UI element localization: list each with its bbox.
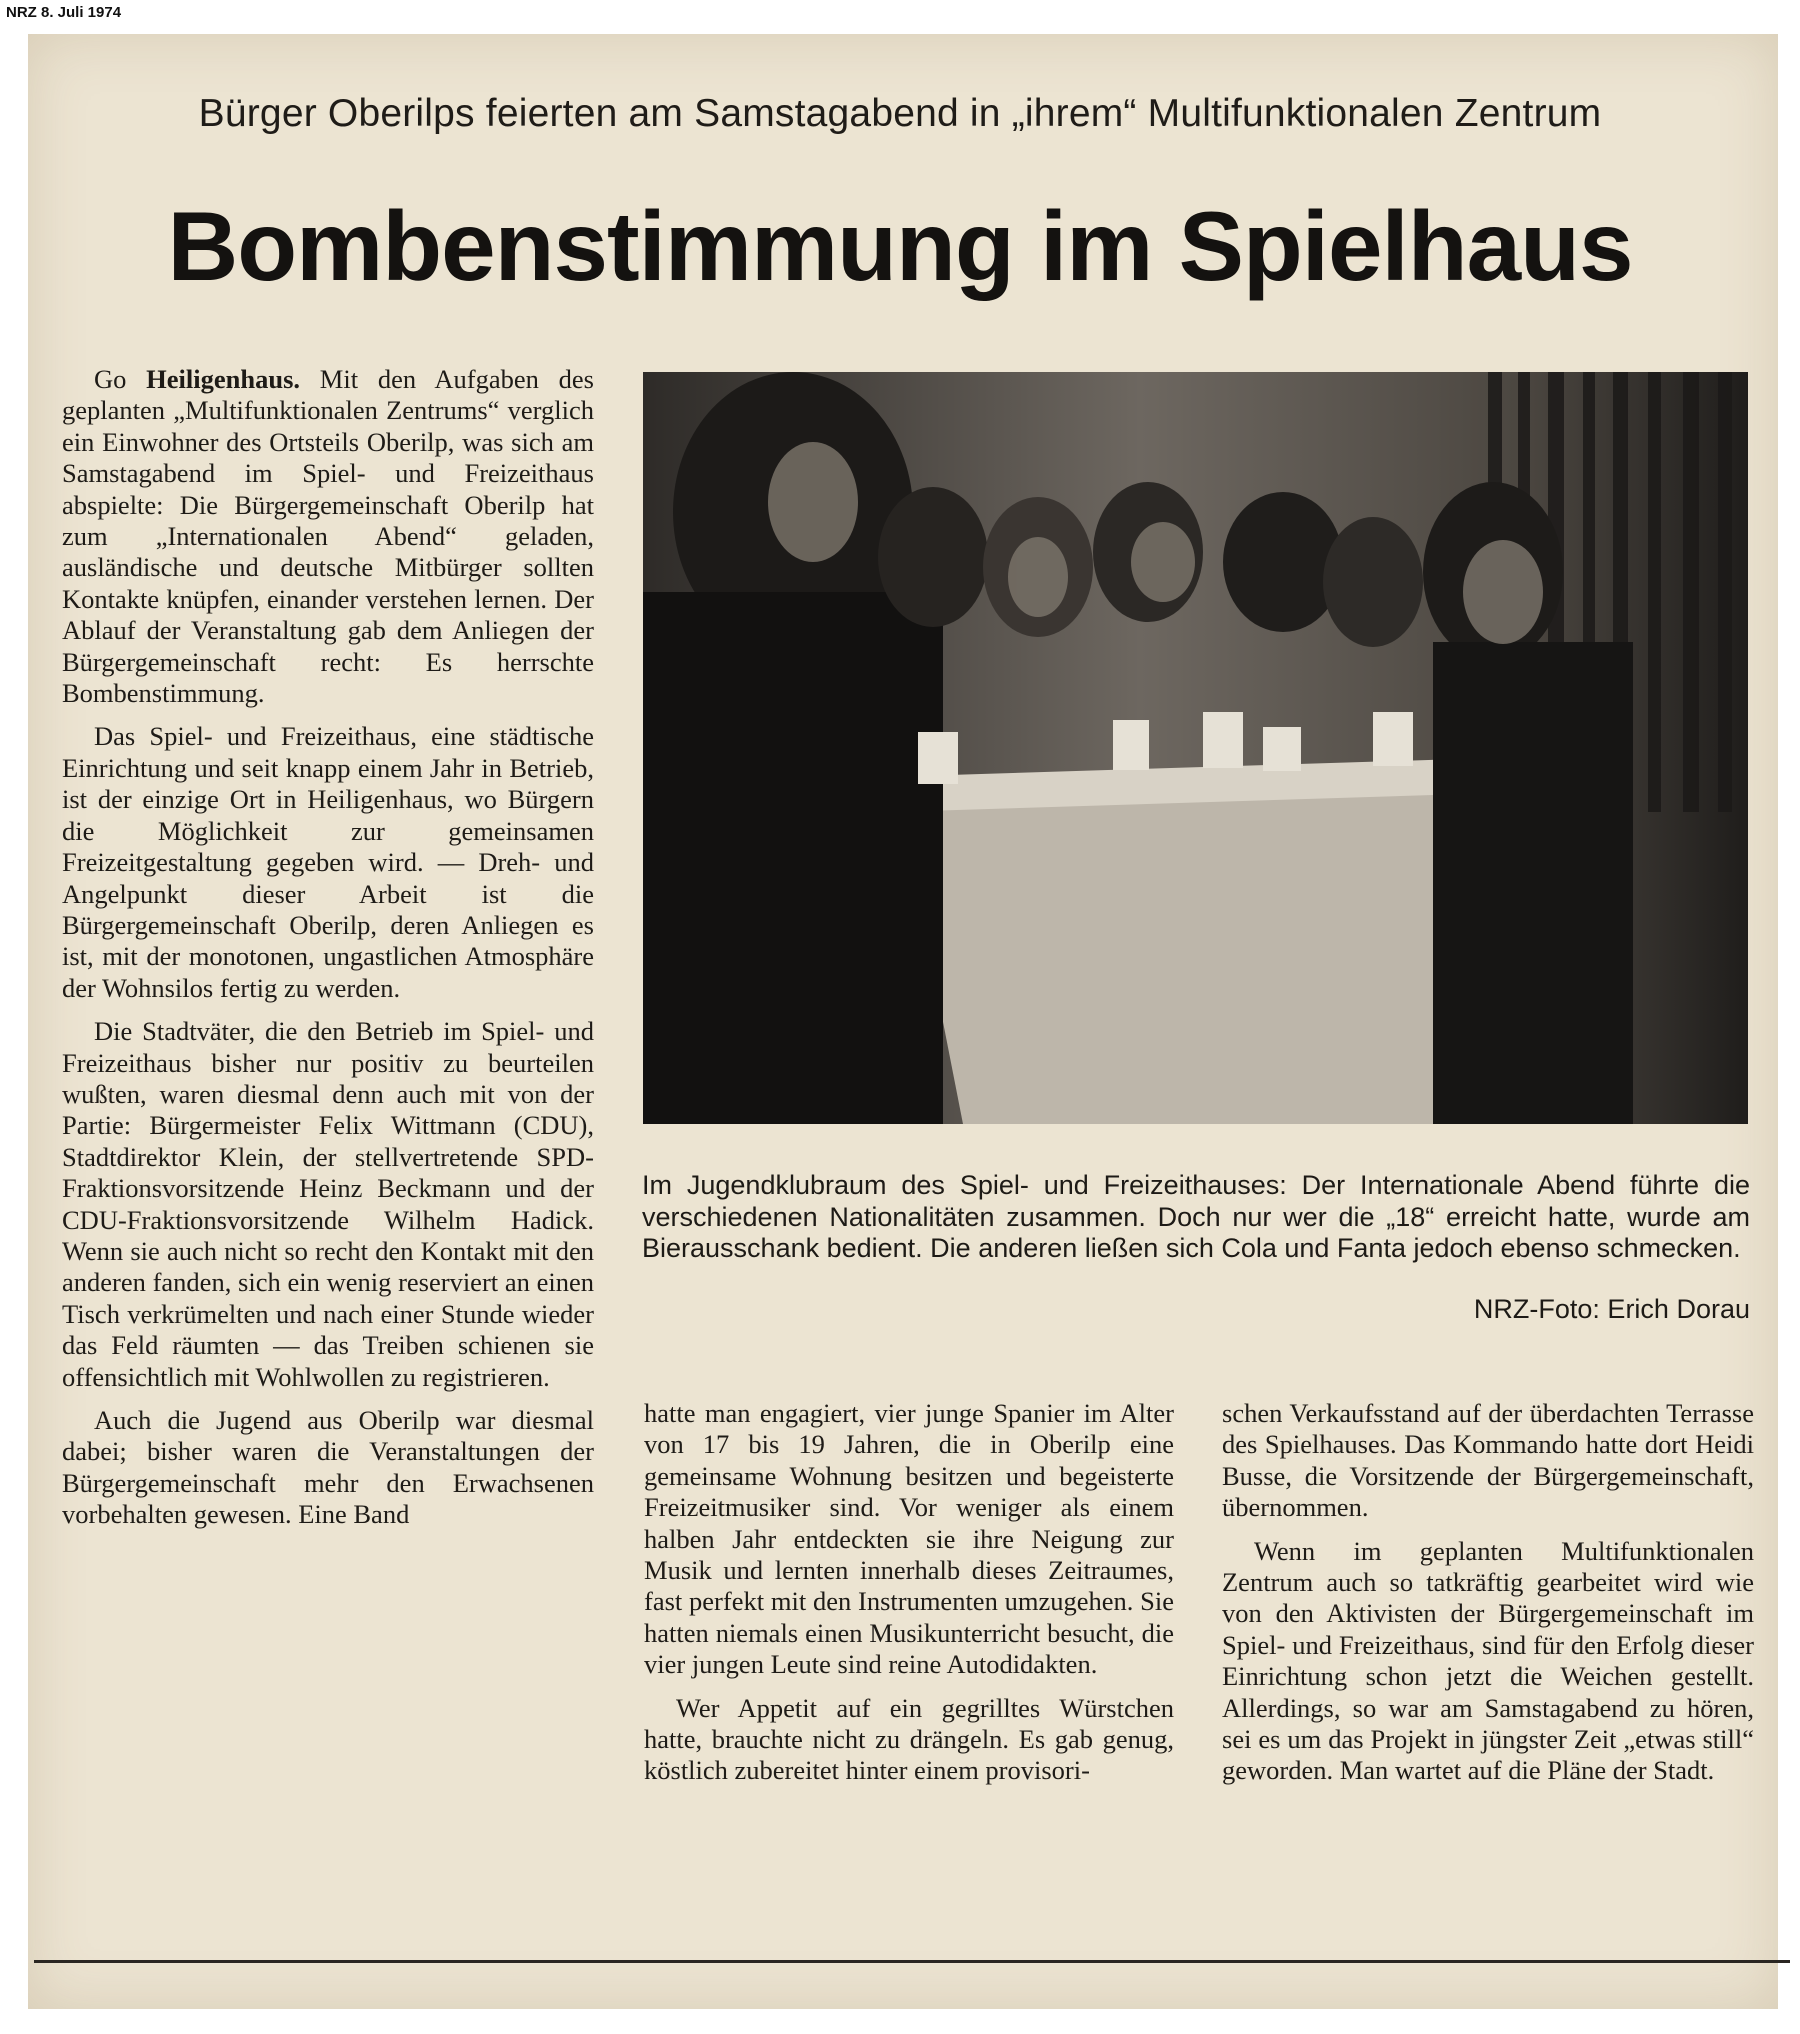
photo-caption: Im Jugendklubraum des Spiel- und Freizeithauses: Der Internationale Abend führte die verschiedenen Nationalitäten zusammen. Doch nur wer die „18“ erreicht hatte, wurde am Bierausschank bedient. Die anderen ließen sich Cola und Fanta jedoch ebenso schmecken.: [642, 1170, 1750, 1264]
dateline-author: Go: [94, 364, 127, 394]
clipping-bottom-rule: [34, 1960, 1790, 1963]
paragraph: Auch die Jugend aus Oberilp war diesmal dabei; bisher waren die Veranstaltungen der Bürgergemeinschaft mehr den Erwachsenen vorbehalten gewesen. Eine Band: [62, 1405, 594, 1530]
source-label: NRZ 8. Juli 1974: [6, 4, 122, 21]
paragraph: [62, 364, 594, 709]
article-photo: [643, 372, 1748, 1124]
photo-illustration: [643, 372, 1748, 1124]
article-column-1: [62, 364, 594, 1543]
article-headline: Bombenstimmung im Spielhaus: [167, 191, 1633, 301]
paragraph-text: Mit den Aufgaben des geplanten „Multifunktionalen Zentrums“ verglich ein Einwohner des Ortsteils Oberilp, was sich am Samstagabend im Spiel- und Freizeithaus abspielte: Die Bürgergemeinschaft Oberilp hat zum „Internationalen Abend“ geladen, ausländische und deutsche Mitbürger sollten Kontakte knüpfen, einander verstehen lernen. Der Ablauf der Veranstaltung gab dem Anliegen der Bürgergemeinschaft recht: Es herrschte Bombenstimmung.: [62, 364, 594, 709]
paragraph: Die Stadtväter, die den Betrieb im Spiel- und Freizeithaus bisher nur positiv zu beurteilen wußten, waren diesmal denn auch mit von der Partie: Bürgermeister Felix Wittmann (CDU), Stadtdirektor Klein, der stellvertretende SPD-Fraktionsvorsitzende Heinz Beckmann und der CDU-Fraktionsvorsitzende Wilhelm Hadick. Wenn sie auch nicht so recht den Kontakt mit den anderen fanden, sich ein wenig reserviert an einen Tisch verkrümelten und nach einer Stunde wieder das Feld räumten — das Treiben schienen sie offensichtlich mit Wohlwollen zu registrieren.: [62, 1016, 594, 1392]
paragraph: hatte man engagiert, vier junge Spanier im Alter von 17 bis 19 Jahren, die in Oberilp eine gemeinsame Wohnung besitzen und begeisterte Freizeitmusiker sind. Vor weniger als einem halben Jahr entdeckten sie ihre Neigung zur Musik und lernten innerhalb dieses Zeitraumes, fast perfekt mit den Instrumenten umzugehen. Sie hatten niemals einen Musikunterricht besucht, die vier jungen Leute sind reine Autodidakten.: [644, 1398, 1174, 1680]
article-column-2: [644, 1398, 1174, 1799]
paragraph: schen Verkaufsstand auf der überdachten Terrasse des Spielhauses. Das Kommando hatte dort Heidi Busse, die Vorsitzende der Bürgergemeinschaft, übernommen.: [1222, 1398, 1754, 1523]
dateline-city: Heiligenhaus.: [146, 364, 301, 394]
photo-credit: NRZ-Foto: Erich Dorau: [1473, 1294, 1750, 1324]
paragraph: Das Spiel- und Freizeithaus, eine städtische Einrichtung und seit knapp einem Jahr in Betrieb, ist der einzige Ort in Heiligenhaus, wo Bürgern die Möglichkeit zur gemeinsamen Freizeitgestaltung gegeben wird. — Dreh- und Angelpunkt dieser Arbeit ist die Bürgergemeinschaft Oberilp, deren Anliegen es ist, mit der monotonen, ungastlichen Atmosphäre der Wohnsilos fertig zu werden.: [62, 721, 594, 1003]
paragraph: Wenn im geplanten Multifunktionalen Zentrum auch so tatkräftig gearbeitet wird wie von den Aktivisten der Bürgergemeinschaft im Spiel- und Freizeithaus, sind für den Erfolg dieser Einrichtung schon jetzt die Weichen gestellt. Allerdings, so war am Samstagabend zu hören, sei es um das Projekt in jüngster Zeit „etwas still“ geworden. Man wartet auf die Pläne der Stadt.: [1222, 1535, 1754, 1786]
article-column-3: [1222, 1398, 1754, 1799]
article-overline: Bürger Oberilps feierten am Samstagabend in „ihrem“ Multifunktionalen Zentrum: [198, 92, 1602, 135]
paragraph: Wer Appetit auf ein gegrilltes Würstchen hatte, brauchte nicht zu drängeln. Es gab genug, köstlich zubereitet hinter einem provisori-: [644, 1692, 1174, 1786]
